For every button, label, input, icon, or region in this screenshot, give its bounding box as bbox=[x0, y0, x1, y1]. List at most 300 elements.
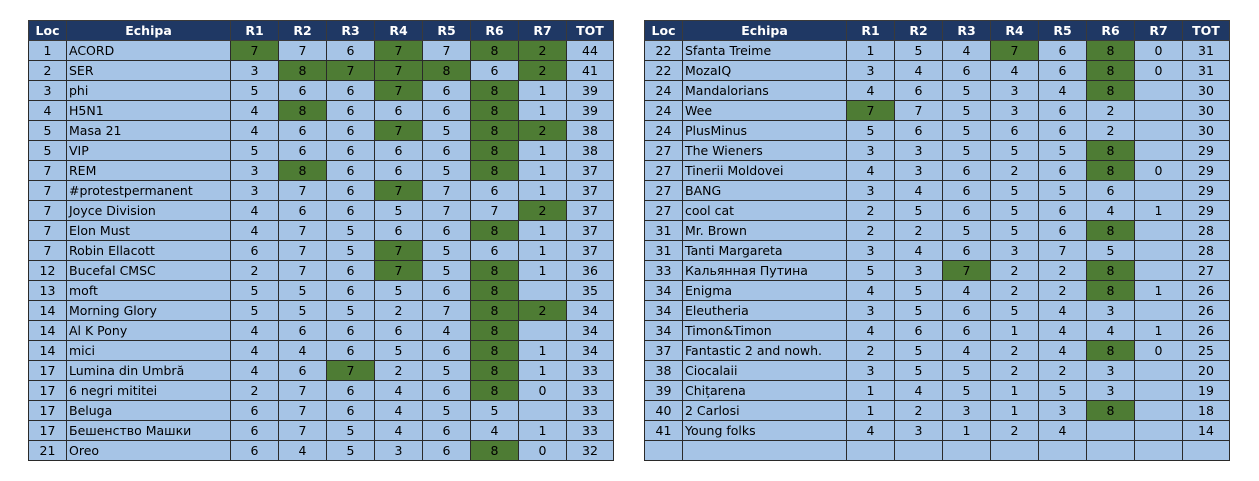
header-r3: R3 bbox=[327, 21, 375, 41]
header-row bbox=[29, 21, 614, 41]
round-4-score-cell: 3 bbox=[991, 81, 1039, 101]
round-2-score-cell: 4 bbox=[279, 341, 327, 361]
round-2-score-cell: 6 bbox=[279, 121, 327, 141]
team-name-cell: Morning Glory bbox=[67, 301, 231, 321]
round-4-score-cell: 6 bbox=[375, 161, 423, 181]
header-r4: R4 bbox=[991, 21, 1039, 41]
round-7-score-cell: 2 bbox=[519, 301, 567, 321]
round-4-score-cell: 5 bbox=[991, 141, 1039, 161]
table-row bbox=[645, 321, 1230, 341]
round-6-score-cell: 8 bbox=[471, 341, 519, 361]
round-2-score-cell bbox=[895, 441, 943, 461]
total-cell: 20 bbox=[1183, 361, 1230, 381]
round-2-score-cell: 4 bbox=[895, 241, 943, 261]
round-6-score-cell: 8 bbox=[471, 281, 519, 301]
round-1-score-cell: 5 bbox=[231, 281, 279, 301]
table-row bbox=[29, 321, 614, 341]
table-row bbox=[29, 61, 614, 81]
round-2-score-cell: 6 bbox=[279, 321, 327, 341]
standings-table-left bbox=[28, 20, 614, 461]
total-cell: 33 bbox=[567, 401, 614, 421]
table-row bbox=[645, 421, 1230, 441]
round-3-score-cell: 5 bbox=[943, 101, 991, 121]
round-5-score-cell: 6 bbox=[423, 101, 471, 121]
total-cell: 34 bbox=[567, 321, 614, 341]
round-3-score-cell: 5 bbox=[943, 141, 991, 161]
round-6-score-cell: 8 bbox=[1087, 41, 1135, 61]
table-row bbox=[29, 341, 614, 361]
round-6-score-cell: 6 bbox=[471, 241, 519, 261]
round-4-score-cell: 2 bbox=[991, 341, 1039, 361]
round-2-score-cell: 5 bbox=[279, 281, 327, 301]
total-cell: 38 bbox=[567, 121, 614, 141]
rank-cell: 7 bbox=[29, 181, 67, 201]
round-3-score-cell: 6 bbox=[327, 401, 375, 421]
table-row bbox=[645, 261, 1230, 281]
round-5-score-cell: 5 bbox=[1039, 381, 1087, 401]
round-4-score-cell: 6 bbox=[375, 221, 423, 241]
round-5-score-cell: 7 bbox=[423, 301, 471, 321]
round-3-score-cell: 6 bbox=[327, 161, 375, 181]
table-row bbox=[29, 161, 614, 181]
round-6-score-cell: 2 bbox=[1087, 101, 1135, 121]
round-1-score-cell: 6 bbox=[231, 401, 279, 421]
round-1-score-cell: 4 bbox=[847, 161, 895, 181]
round-7-score-cell bbox=[519, 281, 567, 301]
round-4-score-cell: 5 bbox=[375, 341, 423, 361]
rank-cell: 17 bbox=[29, 401, 67, 421]
team-name-cell: phi bbox=[67, 81, 231, 101]
total-cell: 41 bbox=[567, 61, 614, 81]
round-6-score-cell: 8 bbox=[471, 361, 519, 381]
round-4-score-cell: 2 bbox=[375, 301, 423, 321]
round-2-score-cell: 2 bbox=[895, 401, 943, 421]
round-7-score-cell bbox=[1135, 81, 1183, 101]
round-2-score-cell: 7 bbox=[279, 221, 327, 241]
table-row bbox=[645, 101, 1230, 121]
round-2-score-cell: 8 bbox=[279, 101, 327, 121]
table-row bbox=[29, 401, 614, 421]
round-5-score-cell: 6 bbox=[1039, 221, 1087, 241]
team-name-cell: Бешенство Машки bbox=[67, 421, 231, 441]
round-1-score-cell: 5 bbox=[231, 81, 279, 101]
team-name-cell: cool cat bbox=[683, 201, 847, 221]
round-3-score-cell: 6 bbox=[327, 201, 375, 221]
round-6-score-cell: 6 bbox=[1087, 181, 1135, 201]
round-4-score-cell: 7 bbox=[375, 181, 423, 201]
round-2-score-cell: 6 bbox=[895, 321, 943, 341]
round-2-score-cell: 7 bbox=[279, 181, 327, 201]
round-3-score-cell: 7 bbox=[327, 61, 375, 81]
rank-cell: 22 bbox=[645, 61, 683, 81]
round-5-score-cell: 6 bbox=[1039, 161, 1087, 181]
round-4-score-cell: 6 bbox=[991, 121, 1039, 141]
round-6-score-cell: 4 bbox=[471, 421, 519, 441]
rank-cell: 7 bbox=[29, 161, 67, 181]
table-row bbox=[29, 181, 614, 201]
header-tot: TOT bbox=[567, 21, 614, 41]
rank-cell: 33 bbox=[645, 261, 683, 281]
round-6-score-cell bbox=[1087, 441, 1135, 461]
round-4-score-cell: 6 bbox=[375, 101, 423, 121]
round-4-score-cell: 5 bbox=[991, 181, 1039, 201]
round-5-score-cell: 6 bbox=[423, 281, 471, 301]
total-cell: 37 bbox=[567, 201, 614, 221]
round-1-score-cell: 3 bbox=[231, 61, 279, 81]
round-2-score-cell: 3 bbox=[895, 161, 943, 181]
header-r3: R3 bbox=[943, 21, 991, 41]
team-name-cell: Beluga bbox=[67, 401, 231, 421]
round-6-score-cell: 8 bbox=[471, 441, 519, 461]
total-cell: 25 bbox=[1183, 341, 1230, 361]
round-3-score-cell: 6 bbox=[943, 61, 991, 81]
round-6-score-cell: 7 bbox=[471, 201, 519, 221]
standings-table-right bbox=[644, 20, 1230, 461]
rank-cell: 1 bbox=[29, 41, 67, 61]
table-row bbox=[29, 201, 614, 221]
round-3-score-cell: 5 bbox=[943, 221, 991, 241]
round-1-score-cell: 1 bbox=[847, 381, 895, 401]
total-cell bbox=[1183, 441, 1230, 461]
round-6-score-cell: 8 bbox=[1087, 281, 1135, 301]
total-cell: 36 bbox=[567, 261, 614, 281]
round-6-score-cell: 8 bbox=[1087, 341, 1135, 361]
round-1-score-cell: 4 bbox=[847, 281, 895, 301]
total-cell: 39 bbox=[567, 101, 614, 121]
round-3-score-cell: 7 bbox=[943, 261, 991, 281]
round-1-score-cell: 3 bbox=[847, 301, 895, 321]
round-3-score-cell: 5 bbox=[327, 441, 375, 461]
table-row bbox=[29, 81, 614, 101]
table-row bbox=[645, 301, 1230, 321]
rank-cell: 40 bbox=[645, 401, 683, 421]
rank-cell: 34 bbox=[645, 301, 683, 321]
round-6-score-cell: 8 bbox=[471, 261, 519, 281]
round-1-score-cell: 1 bbox=[847, 401, 895, 421]
round-5-score-cell: 7 bbox=[423, 41, 471, 61]
round-3-score-cell: 6 bbox=[327, 181, 375, 201]
round-7-score-cell: 0 bbox=[1135, 161, 1183, 181]
round-7-score-cell bbox=[519, 401, 567, 421]
total-cell: 31 bbox=[1183, 41, 1230, 61]
round-4-score-cell: 5 bbox=[375, 201, 423, 221]
round-5-score-cell: 8 bbox=[423, 61, 471, 81]
total-cell: 31 bbox=[1183, 61, 1230, 81]
round-6-score-cell: 4 bbox=[1087, 201, 1135, 221]
team-name-cell: Young folks bbox=[683, 421, 847, 441]
table-row bbox=[645, 141, 1230, 161]
round-6-score-cell: 3 bbox=[1087, 301, 1135, 321]
round-6-score-cell: 8 bbox=[471, 81, 519, 101]
round-2-score-cell: 6 bbox=[279, 141, 327, 161]
total-cell: 34 bbox=[567, 341, 614, 361]
round-2-score-cell: 6 bbox=[279, 361, 327, 381]
round-4-score-cell: 4 bbox=[375, 401, 423, 421]
round-7-score-cell bbox=[1135, 141, 1183, 161]
rank-cell: 27 bbox=[645, 181, 683, 201]
round-7-score-cell: 1 bbox=[519, 101, 567, 121]
header-loc: Loc bbox=[645, 21, 683, 41]
round-6-score-cell: 6 bbox=[471, 181, 519, 201]
round-7-score-cell: 1 bbox=[519, 81, 567, 101]
round-1-score-cell: 2 bbox=[847, 221, 895, 241]
round-2-score-cell: 7 bbox=[279, 381, 327, 401]
table-row bbox=[29, 301, 614, 321]
round-6-score-cell: 2 bbox=[1087, 121, 1135, 141]
round-4-score-cell: 4 bbox=[991, 61, 1039, 81]
round-5-score-cell: 6 bbox=[1039, 101, 1087, 121]
round-1-score-cell: 5 bbox=[231, 301, 279, 321]
team-name-cell: moft bbox=[67, 281, 231, 301]
round-2-score-cell: 3 bbox=[895, 261, 943, 281]
rank-cell: 37 bbox=[645, 341, 683, 361]
round-6-score-cell: 8 bbox=[1087, 221, 1135, 241]
round-7-score-cell bbox=[519, 321, 567, 341]
table-row bbox=[29, 281, 614, 301]
round-1-score-cell: 4 bbox=[231, 321, 279, 341]
header-r2: R2 bbox=[895, 21, 943, 41]
round-2-score-cell: 4 bbox=[895, 61, 943, 81]
table-row bbox=[29, 441, 614, 461]
header-r5: R5 bbox=[423, 21, 471, 41]
round-7-score-cell: 1 bbox=[1135, 201, 1183, 221]
team-name-cell: BANG bbox=[683, 181, 847, 201]
rank-cell: 7 bbox=[29, 241, 67, 261]
team-name-cell: Tinerii Moldovei bbox=[683, 161, 847, 181]
round-5-score-cell: 6 bbox=[423, 421, 471, 441]
round-5-score-cell: 5 bbox=[423, 401, 471, 421]
round-6-score-cell: 6 bbox=[471, 61, 519, 81]
team-name-cell: Lumina din Umbră bbox=[67, 361, 231, 381]
round-3-score-cell: 5 bbox=[943, 81, 991, 101]
round-5-score-cell: 4 bbox=[1039, 341, 1087, 361]
round-7-score-cell: 1 bbox=[519, 421, 567, 441]
round-4-score-cell: 6 bbox=[375, 321, 423, 341]
total-cell: 34 bbox=[567, 301, 614, 321]
round-3-score-cell: 6 bbox=[327, 81, 375, 101]
team-name-cell: Oreo bbox=[67, 441, 231, 461]
round-4-score-cell: 7 bbox=[375, 81, 423, 101]
round-3-score-cell: 5 bbox=[943, 361, 991, 381]
round-1-score-cell: 4 bbox=[231, 121, 279, 141]
rank-cell bbox=[645, 441, 683, 461]
round-2-score-cell: 5 bbox=[895, 301, 943, 321]
round-4-score-cell: 7 bbox=[375, 241, 423, 261]
round-7-score-cell: 1 bbox=[519, 361, 567, 381]
round-3-score-cell: 6 bbox=[943, 181, 991, 201]
round-6-score-cell: 8 bbox=[471, 221, 519, 241]
round-3-score-cell: 6 bbox=[943, 241, 991, 261]
round-1-score-cell: 3 bbox=[847, 361, 895, 381]
total-cell: 28 bbox=[1183, 241, 1230, 261]
total-cell: 28 bbox=[1183, 221, 1230, 241]
round-3-score-cell: 6 bbox=[327, 101, 375, 121]
table-row bbox=[645, 221, 1230, 241]
round-7-score-cell bbox=[1135, 401, 1183, 421]
round-4-score-cell: 3 bbox=[375, 441, 423, 461]
table-row bbox=[29, 261, 614, 281]
round-6-score-cell: 5 bbox=[1087, 241, 1135, 261]
round-4-score-cell: 1 bbox=[991, 381, 1039, 401]
table-row bbox=[645, 201, 1230, 221]
rank-cell: 34 bbox=[645, 281, 683, 301]
round-7-score-cell: 0 bbox=[1135, 61, 1183, 81]
total-cell: 29 bbox=[1183, 181, 1230, 201]
table-row bbox=[29, 361, 614, 381]
round-7-score-cell bbox=[1135, 241, 1183, 261]
rank-cell: 24 bbox=[645, 101, 683, 121]
round-5-score-cell: 6 bbox=[1039, 121, 1087, 141]
round-6-score-cell: 8 bbox=[471, 301, 519, 321]
round-7-score-cell: 1 bbox=[519, 341, 567, 361]
team-name-cell: 2 Carlosi bbox=[683, 401, 847, 421]
total-cell: 37 bbox=[567, 221, 614, 241]
table-row bbox=[645, 161, 1230, 181]
total-cell: 26 bbox=[1183, 301, 1230, 321]
table-row bbox=[645, 441, 1230, 461]
round-3-score-cell: 6 bbox=[327, 281, 375, 301]
header-r4: R4 bbox=[375, 21, 423, 41]
total-cell: 30 bbox=[1183, 121, 1230, 141]
round-4-score-cell: 7 bbox=[375, 61, 423, 81]
round-5-score-cell: 5 bbox=[423, 161, 471, 181]
total-cell: 14 bbox=[1183, 421, 1230, 441]
round-7-score-cell bbox=[1135, 101, 1183, 121]
team-name-cell: Bucefal CMSC bbox=[67, 261, 231, 281]
team-name-cell: Joyce Division bbox=[67, 201, 231, 221]
round-2-score-cell: 6 bbox=[279, 81, 327, 101]
round-7-score-cell: 2 bbox=[519, 61, 567, 81]
round-4-score-cell: 7 bbox=[991, 41, 1039, 61]
round-1-score-cell: 3 bbox=[847, 141, 895, 161]
round-6-score-cell: 8 bbox=[471, 41, 519, 61]
round-1-score-cell: 6 bbox=[231, 421, 279, 441]
round-4-score-cell: 7 bbox=[375, 121, 423, 141]
round-6-score-cell: 8 bbox=[471, 321, 519, 341]
total-cell: 37 bbox=[567, 161, 614, 181]
round-3-score-cell: 5 bbox=[943, 381, 991, 401]
table-row bbox=[29, 421, 614, 441]
round-2-score-cell: 8 bbox=[279, 61, 327, 81]
round-3-score-cell: 6 bbox=[327, 321, 375, 341]
round-7-score-cell: 0 bbox=[519, 381, 567, 401]
team-name-cell: PlusMinus bbox=[683, 121, 847, 141]
rank-cell: 14 bbox=[29, 301, 67, 321]
round-4-score-cell: 5 bbox=[991, 201, 1039, 221]
round-5-score-cell: 6 bbox=[423, 381, 471, 401]
round-2-score-cell: 6 bbox=[279, 201, 327, 221]
round-6-score-cell: 8 bbox=[471, 381, 519, 401]
round-5-score-cell: 6 bbox=[1039, 41, 1087, 61]
round-4-score-cell: 2 bbox=[991, 361, 1039, 381]
round-3-score-cell: 6 bbox=[943, 321, 991, 341]
header-team: Echipa bbox=[683, 21, 847, 41]
round-4-score-cell: 3 bbox=[991, 241, 1039, 261]
round-4-score-cell: 7 bbox=[375, 261, 423, 281]
round-3-score-cell: 4 bbox=[943, 281, 991, 301]
round-5-score-cell: 7 bbox=[423, 201, 471, 221]
team-name-cell: VIP bbox=[67, 141, 231, 161]
rank-cell: 12 bbox=[29, 261, 67, 281]
round-6-score-cell: 8 bbox=[471, 141, 519, 161]
team-name-cell: 6 negri mititei bbox=[67, 381, 231, 401]
round-4-score-cell: 2 bbox=[991, 281, 1039, 301]
round-5-score-cell: 4 bbox=[1039, 81, 1087, 101]
round-3-score-cell: 5 bbox=[327, 421, 375, 441]
round-3-score-cell: 6 bbox=[943, 201, 991, 221]
round-2-score-cell: 5 bbox=[895, 281, 943, 301]
round-3-score-cell: 5 bbox=[327, 241, 375, 261]
round-4-score-cell: 5 bbox=[375, 281, 423, 301]
round-3-score-cell bbox=[943, 441, 991, 461]
round-5-score-cell: 4 bbox=[1039, 301, 1087, 321]
round-1-score-cell: 2 bbox=[231, 261, 279, 281]
header-team: Echipa bbox=[67, 21, 231, 41]
round-7-score-cell: 1 bbox=[1135, 321, 1183, 341]
round-2-score-cell: 7 bbox=[279, 241, 327, 261]
team-name-cell: mici bbox=[67, 341, 231, 361]
table-row bbox=[29, 221, 614, 241]
total-cell: 29 bbox=[1183, 201, 1230, 221]
round-7-score-cell bbox=[1135, 441, 1183, 461]
round-4-score-cell: 2 bbox=[375, 361, 423, 381]
round-2-score-cell: 5 bbox=[895, 341, 943, 361]
team-name-cell: The Wieners bbox=[683, 141, 847, 161]
rank-cell: 39 bbox=[645, 381, 683, 401]
table-row bbox=[29, 101, 614, 121]
round-7-score-cell: 1 bbox=[1135, 281, 1183, 301]
round-4-score-cell: 1 bbox=[991, 401, 1039, 421]
round-7-score-cell: 1 bbox=[519, 261, 567, 281]
rank-cell: 14 bbox=[29, 341, 67, 361]
round-7-score-cell bbox=[1135, 301, 1183, 321]
round-2-score-cell: 6 bbox=[895, 81, 943, 101]
total-cell: 44 bbox=[567, 41, 614, 61]
round-3-score-cell: 4 bbox=[943, 341, 991, 361]
team-name-cell: Mr. Brown bbox=[683, 221, 847, 241]
round-2-score-cell: 4 bbox=[895, 381, 943, 401]
table-row bbox=[645, 181, 1230, 201]
rank-cell: 24 bbox=[645, 121, 683, 141]
round-1-score-cell: 5 bbox=[847, 121, 895, 141]
round-2-score-cell: 5 bbox=[895, 361, 943, 381]
table-row bbox=[645, 401, 1230, 421]
rank-cell: 17 bbox=[29, 421, 67, 441]
team-name-cell: #protestpermanent bbox=[67, 181, 231, 201]
rank-cell: 31 bbox=[645, 241, 683, 261]
total-cell: 29 bbox=[1183, 141, 1230, 161]
rank-cell: 27 bbox=[645, 161, 683, 181]
rank-cell: 2 bbox=[29, 61, 67, 81]
round-2-score-cell: 2 bbox=[895, 221, 943, 241]
standings-body-right bbox=[645, 41, 1230, 461]
round-1-score-cell: 3 bbox=[847, 61, 895, 81]
rank-cell: 27 bbox=[645, 141, 683, 161]
round-1-score-cell: 6 bbox=[231, 241, 279, 261]
round-2-score-cell: 8 bbox=[279, 161, 327, 181]
round-5-score-cell: 2 bbox=[1039, 281, 1087, 301]
total-cell: 33 bbox=[567, 361, 614, 381]
round-1-score-cell: 5 bbox=[847, 261, 895, 281]
round-5-score-cell: 7 bbox=[423, 181, 471, 201]
round-3-score-cell: 6 bbox=[327, 341, 375, 361]
round-5-score-cell: 5 bbox=[423, 261, 471, 281]
round-5-score-cell: 6 bbox=[423, 81, 471, 101]
round-4-score-cell: 3 bbox=[991, 101, 1039, 121]
round-7-score-cell bbox=[1135, 181, 1183, 201]
round-5-score-cell: 6 bbox=[423, 441, 471, 461]
round-7-score-cell bbox=[1135, 381, 1183, 401]
